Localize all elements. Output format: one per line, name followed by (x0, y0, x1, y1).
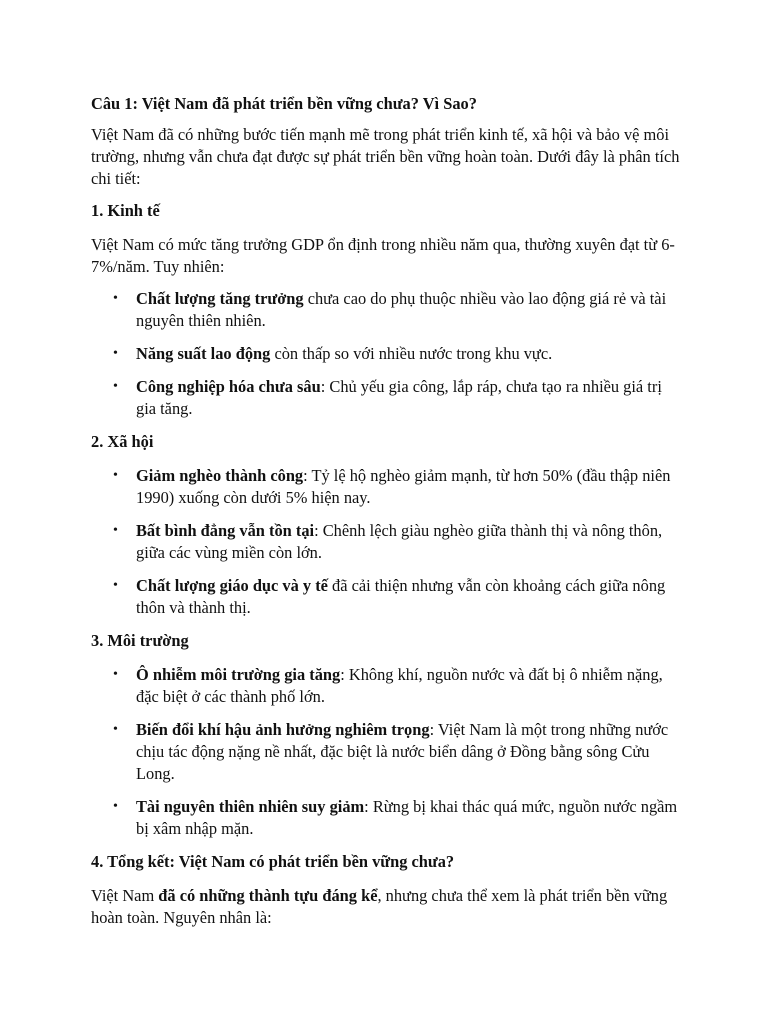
item-text: : Việt Nam là một trong những nước chịu tác động nặng nề nhất, đặc biệt là nước biển dâng ở Đồng bằng sông Cửu Long. (136, 720, 669, 783)
document-page (91, 93, 681, 939)
bullet-list-environment (91, 664, 681, 840)
question-title: Câu 1: Việt Nam đã phát triển bền vững chưa? Vì Sao? (91, 94, 477, 113)
item-text: : Chủ yếu gia công, lắp ráp, chưa tạo ra nhiều giá trị gia tăng. (136, 377, 662, 418)
item-text: : Chênh lệch giàu nghèo giữa thành thị và nông thôn, giữa các vùng miền còn lớn. (136, 521, 663, 562)
list-item (91, 376, 681, 420)
item-text: chưa cao do phụ thuộc nhiều vào lao động giá rẻ và tài nguyên thiên nhiên. (136, 289, 667, 330)
bullet-icon: • (113, 799, 118, 814)
section-paragraph-economy: Việt Nam có mức tăng trưởng GDP ổn định trong nhiều năm qua, thường xuyên đạt từ 6-7%/năm. Tuy nhiên: (91, 235, 675, 276)
item-bold-lead: Bất bình đẳng vẫn tồn tại (136, 521, 315, 540)
item-bold-lead: Ô nhiễm môi trường gia tăng (136, 665, 341, 684)
section-heading-society: 2. Xã hội (91, 432, 154, 451)
item-text: : Rừng bị khai thác quá mức, nguồn nước ngầm bị xâm nhập mặn. (136, 797, 678, 838)
bullet-icon: • (113, 667, 118, 682)
bullet-icon: • (113, 523, 118, 538)
item-bold-lead: Năng suất lao động (136, 344, 271, 363)
item-bold-lead: Giảm nghèo thành công (136, 466, 304, 485)
conclusion-paragraph (91, 885, 681, 929)
list-item (91, 343, 681, 365)
item-text: : Tỷ lệ hộ nghèo giảm mạnh, từ hơn 50% (đầu thập niên 1990) xuống còn dưới 5% hiện nay. (136, 466, 671, 507)
list-item (91, 465, 681, 509)
item-bold-lead: Tài nguyên thiên nhiên suy giảm (136, 797, 365, 816)
bullet-icon: • (113, 468, 118, 483)
item-text: đã cải thiện nhưng vẫn còn khoảng cách giữa nông thôn và thành thị. (136, 576, 666, 617)
bullet-list-society (91, 465, 681, 619)
bullet-icon: • (113, 291, 118, 306)
list-item (91, 664, 681, 708)
item-bold-lead: Công nghiệp hóa chưa sâu (136, 377, 321, 396)
bullet-icon: • (113, 578, 118, 593)
item-bold-lead: Chất lượng tăng trưởng (136, 289, 304, 308)
conclusion-bold: đã có những thành tựu đáng kể (158, 886, 378, 905)
list-item (91, 796, 681, 840)
bullet-icon: • (113, 722, 118, 737)
bullet-list-economy (91, 288, 681, 420)
item-bold-lead: Biến đổi khí hậu ảnh hưởng nghiêm trọng (136, 720, 430, 739)
list-item (91, 575, 681, 619)
list-item (91, 520, 681, 564)
section-heading-economy: 1. Kinh tế (91, 201, 160, 220)
section-heading-conclusion: 4. Tổng kết: Việt Nam có phát triển bền vững chưa? (91, 852, 455, 871)
bullet-icon: • (113, 346, 118, 361)
intro-paragraph: Việt Nam đã có những bước tiến mạnh mẽ trong phát triển kinh tế, xã hội và bảo vệ môi trường, nhưng vẫn chưa đạt được sự phát triển bền vững hoàn toàn. Dưới đây là phân tích chi tiết: (91, 125, 680, 188)
item-text: còn thấp so với nhiều nước trong khu vực. (270, 344, 553, 363)
list-item (91, 719, 681, 785)
conclusion-pre: Việt Nam (91, 886, 159, 905)
bullet-icon: • (113, 379, 118, 394)
item-bold-lead: Chất lượng giáo dục và y tế (136, 576, 328, 595)
item-text: : Không khí, nguồn nước và đất bị ô nhiễm nặng, đặc biệt ở các thành phố lớn. (136, 665, 663, 706)
conclusion-post: , nhưng chưa thể xem là phát triển bền vững hoàn toàn. Nguyên nhân là: (91, 886, 668, 927)
list-item (91, 288, 681, 332)
section-heading-environment: 3. Môi trường (91, 631, 189, 650)
